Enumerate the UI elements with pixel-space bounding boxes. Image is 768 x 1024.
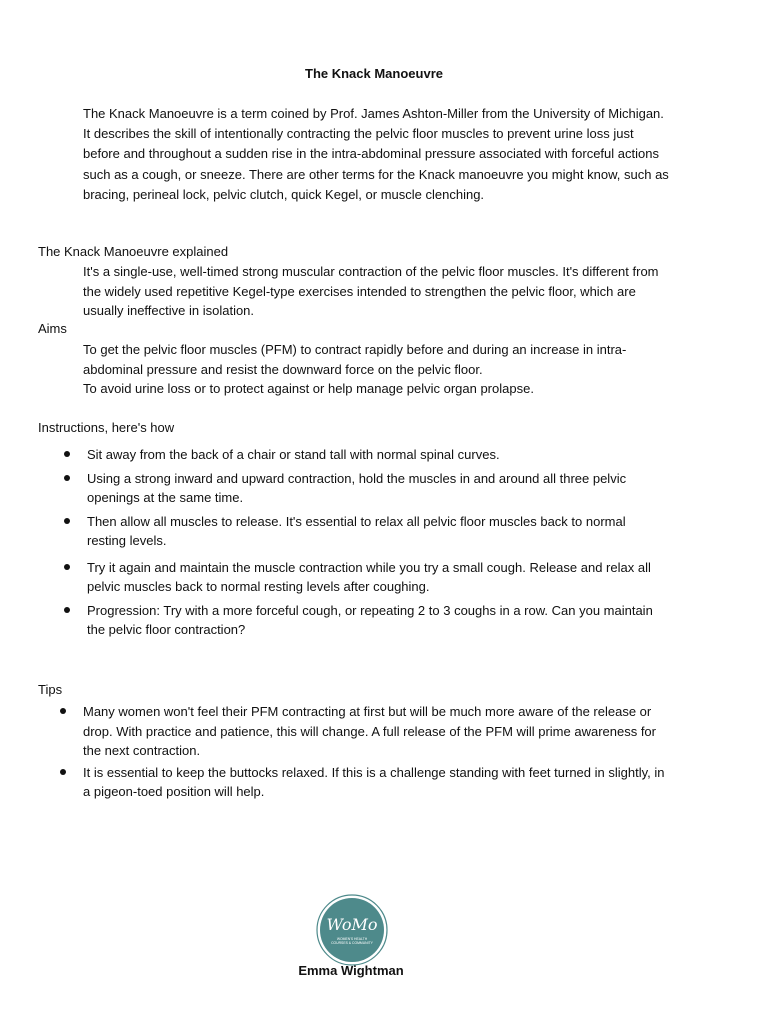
aims-item: To avoid urine loss or to protect against or help manage pelvic organ prolapse. (83, 381, 534, 396)
bullet-icon (60, 708, 66, 714)
list-item: Sit away from the back of a chair or stand tall with normal spinal curves. (60, 445, 660, 465)
instructions-heading: Instructions, here's how (38, 420, 175, 435)
list-item: Try it again and maintain the muscle contraction while you try a small cough. Release and relax all pelvic muscles back to normal resting levels after coughing. (60, 558, 660, 597)
bullet-icon (64, 475, 70, 481)
aims-heading: Aims (38, 321, 67, 336)
tips-list (56, 702, 666, 802)
bullet-icon (64, 518, 70, 524)
author-name: Emma Wightman (298, 963, 404, 978)
list-item: Using a strong inward and upward contraction, hold the muscles in and around all three pelvic openings at the same time. (60, 469, 660, 508)
logo-tagline-2: COURSES & COMMUNITY (331, 941, 373, 945)
womo-logo (316, 894, 388, 966)
bullet-icon (64, 607, 70, 613)
explained-paragraph: It's a single-use, well-timed strong muscular contraction of the pelvic floor muscles. It's different from the widely used repetitive Kegel-type exercises intended to strengthen the pelvic floor, which are usually ineffective in isolation. (83, 264, 659, 318)
bullet-icon (64, 564, 70, 570)
logo-tagline-1: WOMEN'S HEALTH (336, 937, 368, 941)
instructions-list (60, 445, 660, 640)
aims-item: To get the pelvic floor muscles (PFM) to contract rapidly before and during an increase in intra-abdominal pressure and resist the downward force on the pelvic floor. (83, 342, 627, 377)
bullet-icon (64, 451, 70, 457)
intro-paragraph: The Knack Manoeuvre is a term coined by Prof. James Ashton-Miller from the University of Michigan. It describes the skill of intentionally contracting the pelvic floor muscles to prevent urine loss just before and throughout a sudden rise in the intra-abdominal pressure associated with forceful actions such as a cough, or sneeze. There are other terms for the Knack manoeuvre you might know, such as bracing, perineal lock, pelvic clutch, quick Kegel, or muscle clenching. (83, 106, 669, 202)
aims-list (83, 340, 663, 399)
tips-heading: Tips (38, 682, 63, 697)
list-item: Progression: Try with a more forceful cough, or repeating 2 to 3 coughs in a row. Can you maintain the pelvic floor contraction? (60, 601, 660, 640)
bullet-icon (60, 769, 66, 775)
document-title: The Knack Manoeuvre (305, 66, 443, 81)
list-item: Then allow all muscles to release. It's essential to relax all pelvic floor muscles back to normal resting levels. (60, 512, 660, 551)
logo-wordmark: WoMo (326, 915, 378, 934)
explained-heading: The Knack Manoeuvre explained (38, 244, 229, 259)
list-item: It is essential to keep the buttocks relaxed. If this is a challenge standing with feet turned in slightly, in a pigeon-toed position will help. (56, 763, 666, 802)
list-item: Many women won't feel their PFM contracting at first but will be much more aware of the release or drop. With practice and patience, this will change. A full release of the PFM will prime awareness for the next contraction. (56, 702, 666, 761)
